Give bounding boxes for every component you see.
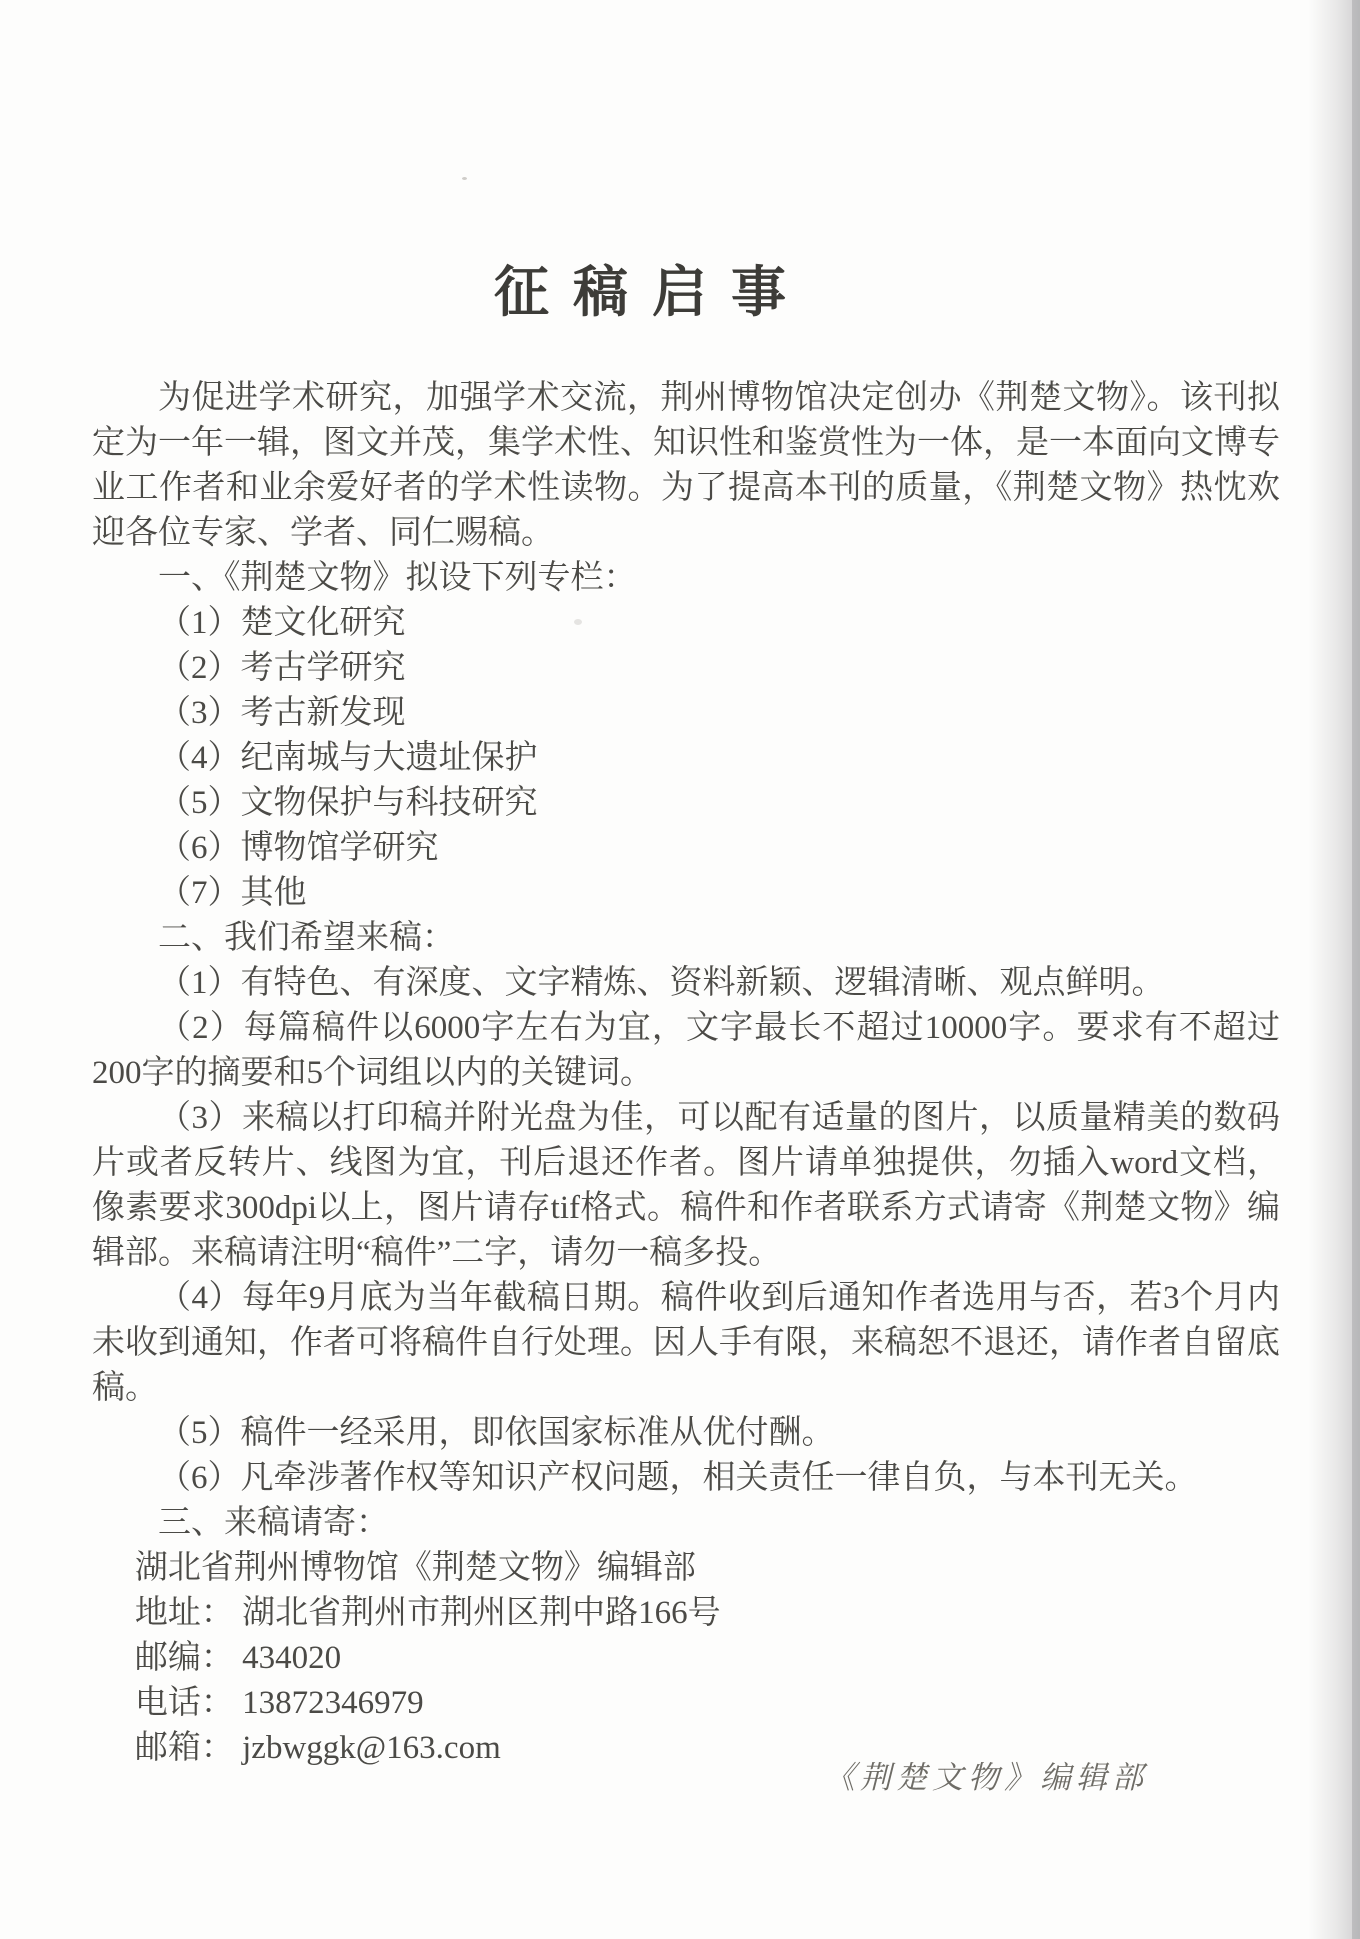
section-1-item: （3）考古新发现 <box>158 695 406 731</box>
document-body <box>92 376 1280 1771</box>
scan-speck <box>574 619 582 625</box>
section-2-item: （2）每篇稿件以6000字左右为宜，文字最长不超过10000字。要求有不超过200字的摘要和5个词组以内的关键词。 <box>92 1010 1280 1091</box>
scan-edge-shadow <box>1308 0 1360 1939</box>
section-1-item: （2）考古学研究 <box>158 650 406 686</box>
section-1-item: （7）其他 <box>158 875 307 911</box>
section-1-item: （6）博物馆学研究 <box>158 830 439 866</box>
section-2-item: （4）每年9月底为当年截稿日期。稿件收到后通知作者选用与否，若3个月内未收到通知，作者可将稿件自行处理。因人手有限，来稿恕不退还，请作者自留底稿。 <box>92 1280 1280 1406</box>
address-line: 地址： 湖北省荆州市荆州区荆中路166号 <box>134 1595 721 1631</box>
email-line: 邮箱： jzbwggk@163.com <box>134 1730 501 1766</box>
section-2-item: （6）凡牵涉著作权等知识产权问题，相关责任一律自负，与本刊无关。 <box>158 1460 1198 1496</box>
scan-edge-line <box>1352 0 1360 1939</box>
section-3-heading: 三、来稿请寄： <box>158 1505 389 1541</box>
editorial-signature: 《荆楚文物》编辑部 <box>824 1760 1148 1795</box>
section-1-item: （4）纪南城与大遗址保护 <box>158 740 538 776</box>
section-2-item: （3）来稿以打印稿并附光盘为佳，可以配有适量的图片，以质量精美的数码片或者反转片、线图为宜，刊后退还作者。图片请单独提供，勿插入word文档，像素要求300dpi以上，图片请存tif格式。稿件和作者联系方式请寄《荆楚文物》编辑部。来稿请注明“稿件”二字，请勿一稿多投。 <box>92 1100 1280 1271</box>
section-2-heading: 二、我们希望来稿： <box>158 920 455 956</box>
section-2-item: （1）有特色、有深度、文字精炼、资料新颖、逻辑清晰、观点鲜明。 <box>158 965 1165 1001</box>
intro-paragraph: 为促进学术研究，加强学术交流，荆州博物馆决定创办《荆楚文物》。该刊拟定为一年一辑，图文并茂，集学术性、知识性和鉴赏性为一体，是一本面向文博专业工作者和业余爱好者的学术性读物。为了提高本刊的质量，《荆楚文物》热忱欢迎各位专家、学者、同仁赐稿。 <box>92 380 1280 551</box>
section-2-item: （5）稿件一经采用，即依国家标准从优付酬。 <box>158 1415 835 1451</box>
page-title: 征稿启事 <box>493 262 810 323</box>
mailing-recipient-line: 湖北省荆州博物馆《荆楚文物》编辑部 <box>134 1550 696 1586</box>
scan-speck <box>462 177 467 180</box>
section-1-heading: 一、《荆楚文物》拟设下列专栏： <box>158 560 637 596</box>
postcode-line: 邮编： 434020 <box>134 1640 342 1676</box>
section-1-item: （5）文物保护与科技研究 <box>158 785 538 821</box>
phone-line: 电话： 13872346979 <box>134 1685 424 1721</box>
section-1-item: （1）楚文化研究 <box>158 605 406 641</box>
